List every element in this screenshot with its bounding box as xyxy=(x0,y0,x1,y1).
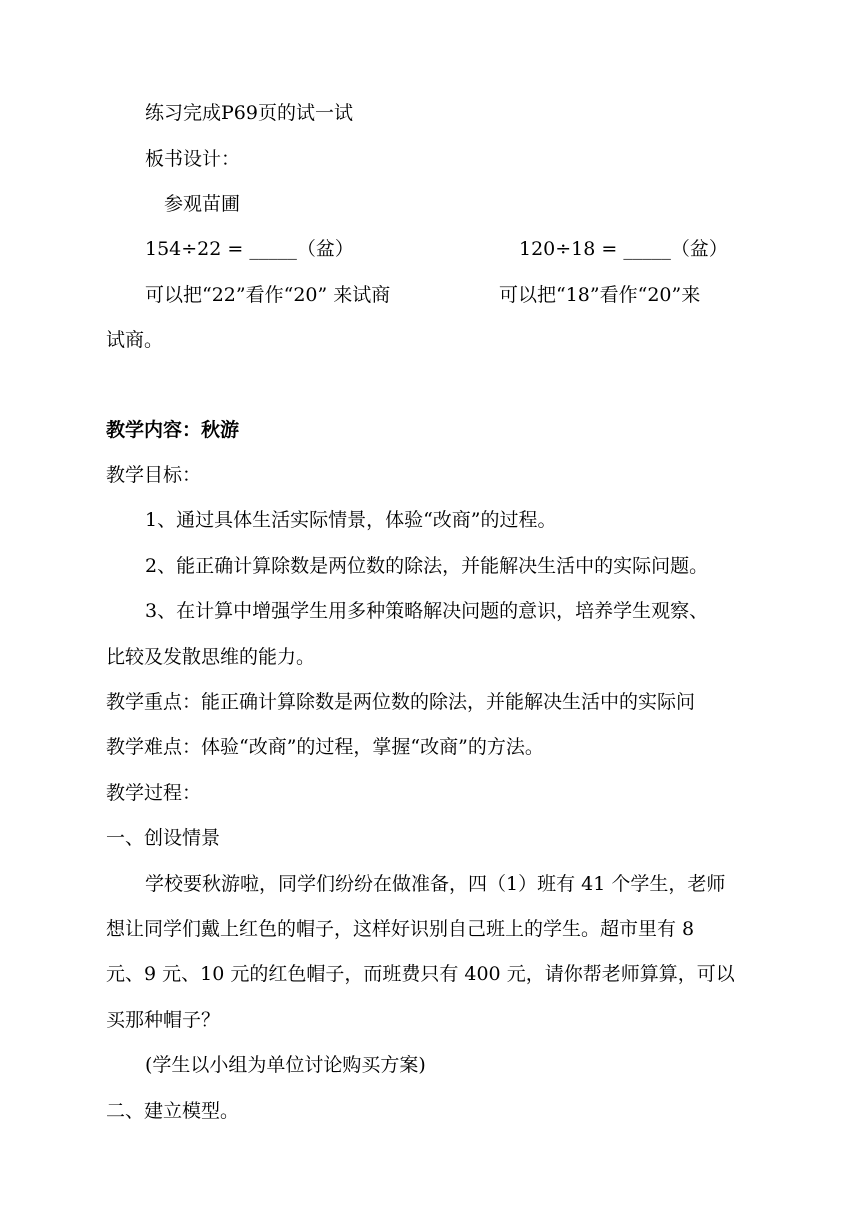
board-design-label: 板书设计： xyxy=(145,148,241,170)
note-right: 可以把“18”看作“20”来 xyxy=(499,284,701,306)
group-note: (学生以小组为单位讨论购买方案) xyxy=(145,1054,426,1076)
story-line-3: 元、9 元、10 元的红色帽子，而班费只有 400 元，请你帮老师算算，可以 xyxy=(106,963,735,985)
formula-left: 154÷22 = _____（盆） xyxy=(145,238,354,260)
process-label: 教学过程： xyxy=(106,782,202,804)
practice-line: 练习完成P69页的试一试 xyxy=(145,102,353,124)
step1-title: 一、创设情景 xyxy=(106,827,221,849)
difficulty: 教学难点：体验“改商”的过程，掌握“改商”的方法。 xyxy=(106,736,544,758)
story-line-2: 想让同学们戴上红色的帽子，这样好识别自己班上的学生。超市里有 8 xyxy=(106,918,695,940)
goal-2: 2、能正确计算除数是两位数的除法，并能解决生活中的实际问题。 xyxy=(145,555,709,577)
note-left: 可以把“22”看作“20” 来试商 xyxy=(145,284,391,306)
story-line-4: 买那种帽子？ xyxy=(106,1009,221,1031)
key-point: 教学重点：能正确计算除数是两位数的除法，并能解决生活中的实际问 xyxy=(106,691,696,713)
note-right-continuation: 试商。 xyxy=(106,329,164,351)
board-title: 参观苗圃 xyxy=(164,193,241,215)
goals-label: 教学目标： xyxy=(106,464,202,486)
goal-1: 1、通过具体生活实际情景，体验“改商”的过程。 xyxy=(145,509,557,531)
goal-3-line1: 3、在计算中增强学生用多种策略解决问题的意识，培养学生观察、 xyxy=(145,600,709,622)
step2-title: 二、建立模型。 xyxy=(106,1100,240,1122)
formula-right: 120÷18 = _____（盆） xyxy=(519,238,728,260)
content-title: 教学内容：秋游 xyxy=(106,419,240,441)
story-line-1: 学校要秋游啦，同学们纷纷在做准备，四（1）班有 41 个学生，老师 xyxy=(145,873,726,895)
goal-3-line2: 比较及发散思维的能力。 xyxy=(106,646,316,668)
